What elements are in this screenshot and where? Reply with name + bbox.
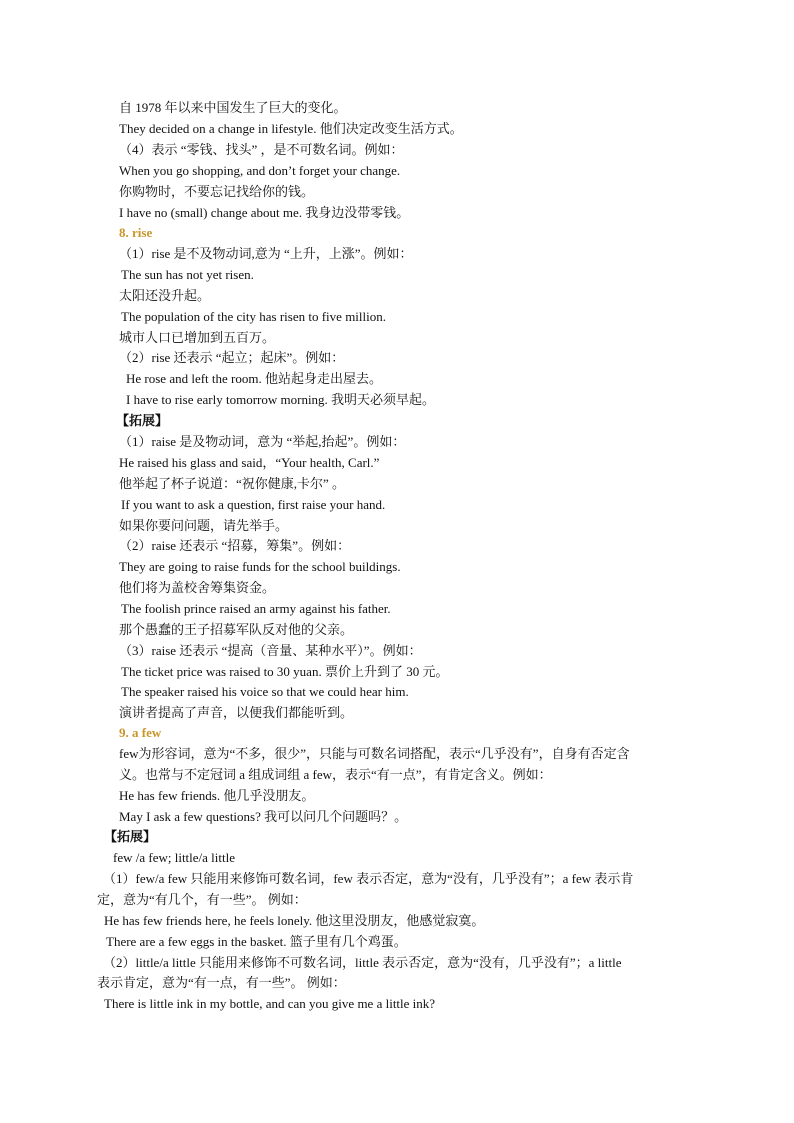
text-line: They are going to raise funds for the school buildings. <box>119 559 401 574</box>
text-line: few为形容词，意为“不多，很少”，只能与可数名词搭配，表示“几乎没有”，自身有否定含 <box>119 746 630 761</box>
text-line: He raised his glass and said，“Your health, Carl.” <box>119 455 380 470</box>
text-line: （2）rise 还表示 “起立；起床”。例如： <box>119 350 345 365</box>
text-line: He has few friends here, he feels lonely. 他这里没朋友，他感觉寂寞。 <box>104 913 485 928</box>
text-line: 如果你要问问题，请先举手。 <box>119 518 289 533</box>
text-line: I have no (small) change about me. 我身边没带零钱。 <box>119 205 410 220</box>
text-line: （2）raise 还表示 “招募，筹集”。例如： <box>119 538 351 553</box>
text-line: He has few friends. 他几乎没朋友。 <box>119 788 315 803</box>
text-line: They decided on a change in lifestyle. 他们决定改变生活方式。 <box>119 121 463 136</box>
section-heading: 8. rise <box>119 225 153 240</box>
text-line: There are a few eggs in the basket. 篮子里有几个鸡蛋。 <box>106 934 407 949</box>
text-line: He rose and left the room. 他站起身走出屋去。 <box>126 371 382 386</box>
text-line: I have to rise early tomorrow morning. 我明天必须早起。 <box>126 392 436 407</box>
text-line: （4）表示 “零钱、找头” ，是不可数名词。例如： <box>119 142 404 157</box>
extension-label: 【拓展】 <box>104 829 157 844</box>
text-line: 自 1978 年以来中国发生了巨大的变化。 <box>119 100 347 115</box>
section-heading: 9. a few <box>119 725 162 740</box>
text-line: 义。也常与不定冠词 a 组成词组 a few，表示“有一点”，有肯定含义。例如： <box>119 767 552 782</box>
text-line: May I ask a few questions? 我可以问几个问题吗？。 <box>119 809 408 824</box>
text-line: The sun has not yet risen. <box>121 267 254 282</box>
text-line: If you want to ask a question, first raise your hand. <box>121 497 386 512</box>
text-line: 你购物时，不要忘记找给你的钱。 <box>119 184 315 199</box>
text-line: （1）rise 是不及物动词,意为 “上升，上涨”。例如： <box>119 246 413 261</box>
text-line: 那个愚蠢的王子招募军队反对他的父亲。 <box>119 622 354 637</box>
text-line: 表示肯定，意为“有一点，有一些”。 例如： <box>97 975 346 990</box>
text-line: 定，意为“有几个，有一些”。 例如： <box>97 892 307 907</box>
text-line: The foolish prince raised an army against his father. <box>121 601 391 616</box>
text-line: The speaker raised his voice so that we could hear him. <box>121 684 409 699</box>
text-line: （2）little/a little 只能用来修饰不可数名词，little 表示否定，意为“没有，几乎没有”；a little <box>103 955 622 970</box>
text-line: 太阳还没升起。 <box>119 288 211 303</box>
text-line: （3）raise 还表示 “提高（音量、某种水平）”。例如： <box>119 643 422 658</box>
text-line: （1）raise 是及物动词，意为 “举起,抬起”。例如： <box>119 434 406 449</box>
text-line: The ticket price was raised to 30 yuan. 票价上升到了 30 元。 <box>121 664 449 679</box>
text-line: 他们将为盖校舍筹集资金。 <box>119 580 276 595</box>
extension-label: 【拓展】 <box>116 413 169 428</box>
text-line: few /a few; little/a little <box>113 850 236 865</box>
text-line: 他举起了杯子说道：“祝你健康,卡尔” 。 <box>119 476 346 491</box>
text-line: 城市人口已增加到五百万。 <box>119 330 276 345</box>
text-line: The population of the city has risen to five million. <box>121 309 387 324</box>
text-line: 演讲者提高了声音，以便我们都能听到。 <box>119 705 354 720</box>
text-line: There is little ink in my bottle, and can you give me a little ink? <box>104 996 436 1011</box>
text-line: When you go shopping, and don’t forget your change. <box>119 163 401 178</box>
text-line: （1）few/a few 只能用来修饰可数名词，few 表示否定，意为“没有，几乎没有”；a few 表示肯 <box>103 871 634 886</box>
